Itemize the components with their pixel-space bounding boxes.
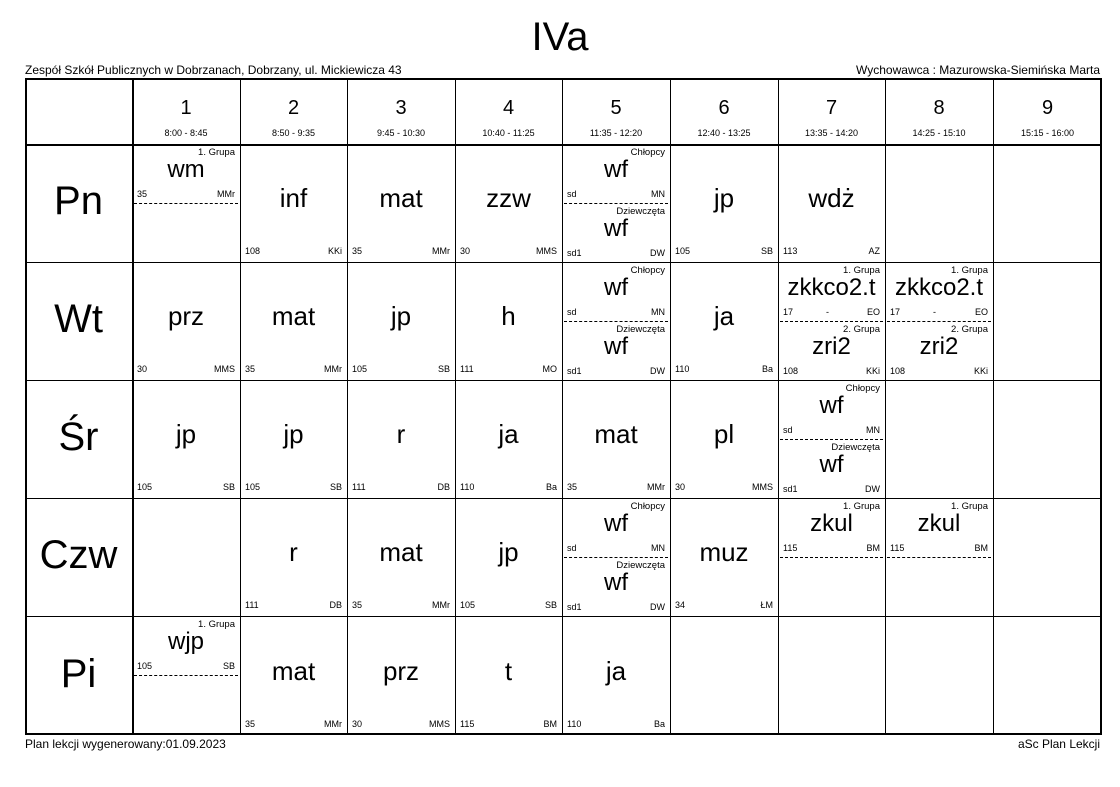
group-label: Dziewczęta xyxy=(616,206,665,217)
teacher-code: MMS xyxy=(214,364,235,374)
period-number: 9 xyxy=(1041,97,1054,119)
period-time: 12:40 - 13:25 xyxy=(697,128,751,138)
room-number: 110 xyxy=(567,719,582,729)
room-separator: - xyxy=(933,307,936,317)
school-name: Zespół Szkół Publicznych w Dobrzanach, Dobrzany, ul. Mickiewicza 43 xyxy=(25,63,402,77)
teacher-code: MO xyxy=(542,364,557,374)
room-number: 105 xyxy=(137,482,153,492)
room-number: 35 xyxy=(352,246,363,256)
room-number: 113 xyxy=(783,246,798,256)
lesson-cell xyxy=(240,380,347,498)
group-lesson-bottom xyxy=(562,557,670,616)
group-label: 1. Grupa xyxy=(198,619,235,630)
teacher-code: SB xyxy=(329,482,342,492)
room-number: 115 xyxy=(460,719,475,729)
lesson-cell xyxy=(562,616,670,735)
lesson-cell xyxy=(885,498,993,616)
teacher-code: SB xyxy=(222,482,235,492)
room-number: 105 xyxy=(460,600,476,610)
teacher-code: Ba xyxy=(761,364,773,374)
lesson-cell xyxy=(562,144,670,262)
lesson-cell xyxy=(347,262,455,380)
subject: mat xyxy=(594,419,638,449)
period-header xyxy=(562,78,670,144)
subject: pl xyxy=(713,419,735,449)
period-time: 11:35 - 12:20 xyxy=(589,128,643,138)
lesson-cell xyxy=(778,144,885,262)
subject: wm xyxy=(167,156,205,183)
lesson-cell xyxy=(562,262,670,380)
grid-vline xyxy=(25,78,27,735)
room-number: sd xyxy=(567,189,577,199)
group-divider xyxy=(134,203,238,204)
teacher-code: MMr xyxy=(432,600,450,610)
teacher-code: AZ xyxy=(868,246,880,256)
lesson-cell xyxy=(240,262,347,380)
subject: wf xyxy=(604,215,628,242)
period-number: 5 xyxy=(610,97,622,119)
day-name: Pn xyxy=(54,179,103,223)
room-number: 111 xyxy=(460,364,474,374)
group-label: 1. Grupa xyxy=(843,265,880,276)
period-time: 8:00 - 8:45 xyxy=(164,128,208,138)
period-number: 7 xyxy=(825,97,838,119)
subject: jp xyxy=(390,301,412,331)
lesson-cell xyxy=(670,498,778,616)
teacher-code: SB xyxy=(222,661,235,671)
teacher-code: DB xyxy=(437,482,450,492)
subject: ja xyxy=(605,655,627,686)
group-label: 1. Grupa xyxy=(951,501,988,512)
group-lesson-top xyxy=(885,262,993,321)
subject: wf xyxy=(604,274,628,301)
lesson-cell xyxy=(240,144,347,262)
group-divider xyxy=(134,675,238,676)
group-label: 1. Grupa xyxy=(951,265,988,276)
subject: prz xyxy=(167,301,205,331)
subject: ja xyxy=(498,419,519,449)
day-name: Śr xyxy=(58,415,99,459)
room-number: 111 xyxy=(245,600,259,610)
group-label: Chłopcy xyxy=(630,265,665,276)
lesson-cell xyxy=(132,380,240,498)
lesson-cell xyxy=(455,616,562,735)
period-header xyxy=(132,78,240,144)
grid-vline xyxy=(1100,78,1102,735)
lesson-cell xyxy=(778,498,885,616)
teacher-code: Ba xyxy=(545,482,557,492)
subject: ja xyxy=(713,301,735,331)
grid-vline xyxy=(885,78,886,735)
teacher-code: MMS xyxy=(752,482,773,492)
group-lesson-bottom xyxy=(562,321,670,380)
teacher-code: DW xyxy=(650,602,665,612)
day-name: Czw xyxy=(39,533,118,577)
teacher-code: BM xyxy=(543,719,557,729)
subject: wdż xyxy=(808,183,855,213)
room-number: 115 xyxy=(890,543,905,553)
subject: r xyxy=(289,537,298,567)
lesson-cell xyxy=(455,380,562,498)
lesson-cell xyxy=(562,498,670,616)
subject: zri2 xyxy=(919,333,959,360)
group-label: Dziewczęta xyxy=(616,324,665,335)
room-number: 34 xyxy=(675,600,686,610)
lesson-cell xyxy=(240,616,347,735)
subject: zkkco2.t xyxy=(894,274,984,301)
teacher-code: MMS xyxy=(429,719,450,729)
subject: wf xyxy=(604,510,628,537)
teacher-code: BM xyxy=(866,543,880,553)
room-number: 105 xyxy=(352,364,368,374)
group-lesson-bottom xyxy=(778,439,885,498)
group-lesson-bottom xyxy=(885,321,993,380)
teacher-code: MN xyxy=(866,425,880,435)
lesson-cell xyxy=(670,262,778,380)
subject: wjp xyxy=(167,628,204,655)
subject: jp xyxy=(498,537,519,567)
room-number: 35 xyxy=(245,719,256,729)
period-header xyxy=(778,78,885,144)
teacher-code: Ba xyxy=(653,719,665,729)
lesson-cell xyxy=(132,262,240,380)
period-time: 8:50 - 9:35 xyxy=(271,128,316,138)
class-title: IVa xyxy=(531,15,589,59)
period-header xyxy=(455,78,562,144)
group-label: Dziewczęta xyxy=(831,442,880,453)
room-number: 35 xyxy=(567,482,578,492)
room-number: sd1 xyxy=(567,602,582,612)
teacher-code: KKi xyxy=(865,366,880,376)
period-header xyxy=(670,78,778,144)
room-number: 30 xyxy=(460,246,471,256)
group-label: 1. Grupa xyxy=(843,501,880,512)
lesson-cell xyxy=(347,144,455,262)
teacher-code: ŁM xyxy=(760,600,773,610)
teacher-code: DB xyxy=(329,600,342,610)
subject: zzw xyxy=(486,183,531,213)
subject: wf xyxy=(604,156,628,183)
period-number: 2 xyxy=(287,97,300,119)
lesson-cell xyxy=(670,144,778,262)
group-label: Dziewczęta xyxy=(616,560,665,571)
teacher-code: MMr xyxy=(647,482,665,492)
lesson-cell xyxy=(562,380,670,498)
subject: zkul xyxy=(810,510,853,537)
generated-date: Plan lekcji wygenerowany:01.09.2023 xyxy=(25,737,226,751)
subject: wf xyxy=(819,392,844,419)
subject: zri2 xyxy=(812,333,851,360)
teacher-code: MMr xyxy=(217,189,235,199)
subject: mat xyxy=(379,183,423,213)
room-number: 115 xyxy=(783,543,798,553)
group-lesson-top xyxy=(562,498,670,557)
teacher-code: MN xyxy=(651,543,665,553)
day-name: Wt xyxy=(54,297,103,341)
room-number: 30 xyxy=(137,364,148,374)
room-number: 30 xyxy=(352,719,363,729)
homeroom-teacher: Wychowawca : Mazurowska-Siemińska Marta xyxy=(856,63,1100,77)
room-number: 105 xyxy=(137,661,153,671)
period-header xyxy=(885,78,993,144)
lesson-cell xyxy=(455,144,562,262)
subject: mat xyxy=(271,655,316,686)
period-header xyxy=(347,78,455,144)
teacher-code: MMS xyxy=(536,246,557,256)
teacher-code: DW xyxy=(650,366,665,376)
teacher-code: MMr xyxy=(324,364,342,374)
room-number: 35 xyxy=(352,600,363,610)
room-number: sd xyxy=(567,307,577,317)
group-lesson xyxy=(885,498,993,557)
teacher-code: DW xyxy=(650,248,665,258)
room-number: 17 xyxy=(890,307,901,317)
subject: wf xyxy=(604,569,628,596)
teacher-code: SB xyxy=(760,246,773,256)
teacher-code: KKi xyxy=(327,246,342,256)
group-label: Chłopcy xyxy=(630,501,665,512)
group-label: Chłopcy xyxy=(630,147,665,158)
subject: mat xyxy=(271,301,316,331)
period-number: 6 xyxy=(718,97,730,119)
teacher-code: MN xyxy=(651,307,665,317)
period-number: 3 xyxy=(395,97,407,119)
teacher-code: EO xyxy=(974,307,988,317)
subject: jp xyxy=(175,419,197,449)
group-lesson-top xyxy=(562,144,670,203)
room-number: sd xyxy=(567,543,577,553)
room-number: sd1 xyxy=(783,484,798,494)
group-divider xyxy=(780,557,883,558)
teacher-code: DW xyxy=(865,484,880,494)
period-number: 4 xyxy=(502,97,515,119)
room-number: sd1 xyxy=(567,248,582,258)
lesson-cell xyxy=(778,262,885,380)
room-number: 110 xyxy=(460,482,475,492)
subject: h xyxy=(501,301,516,331)
room-separator: - xyxy=(826,307,829,317)
lesson-cell xyxy=(455,498,562,616)
period-time: 10:40 - 11:25 xyxy=(482,128,535,138)
lesson-cell xyxy=(778,380,885,498)
subject: prz xyxy=(382,655,420,686)
lesson-cell xyxy=(885,262,993,380)
group-label: 2. Grupa xyxy=(843,324,880,335)
subject: jp xyxy=(713,183,735,213)
period-time: 13:35 - 14:20 xyxy=(804,128,859,138)
grid-vline xyxy=(993,78,994,735)
teacher-code: SB xyxy=(544,600,557,610)
teacher-code: SB xyxy=(437,364,450,374)
software-credit: aSc Plan Lekcji xyxy=(1017,737,1100,751)
teacher-code: BM xyxy=(974,543,988,553)
subject: t xyxy=(504,655,513,686)
lesson-cell xyxy=(347,616,455,735)
period-time: 15:15 - 16:00 xyxy=(1020,128,1075,138)
period-time: 9:45 - 10:30 xyxy=(376,128,426,138)
teacher-code: KKi xyxy=(973,366,988,376)
room-number: 108 xyxy=(783,366,799,376)
period-number: 1 xyxy=(180,97,192,119)
group-lesson xyxy=(132,144,240,203)
lesson-cell xyxy=(132,144,240,262)
group-label: 2. Grupa xyxy=(951,324,988,335)
subject: zkkco2.t xyxy=(787,274,876,301)
group-lesson-bottom xyxy=(562,203,670,262)
group-divider xyxy=(887,557,991,558)
room-number: 35 xyxy=(245,364,256,374)
period-number: 8 xyxy=(933,97,945,119)
group-lesson-top xyxy=(778,380,885,439)
subject: inf xyxy=(279,183,308,213)
room-number: sd1 xyxy=(567,366,582,376)
room-number: 108 xyxy=(245,246,261,256)
subject: wf xyxy=(819,451,844,478)
group-lesson xyxy=(778,498,885,557)
subject: muz xyxy=(699,537,749,567)
teacher-code: MMr xyxy=(432,246,450,256)
subject: jp xyxy=(283,419,304,449)
teacher-code: MN xyxy=(651,189,665,199)
timetable-grid xyxy=(25,78,1102,735)
subject: r xyxy=(396,419,406,449)
subject: mat xyxy=(379,537,423,567)
lesson-cell xyxy=(670,380,778,498)
room-number: sd xyxy=(783,425,793,435)
subject: wf xyxy=(604,333,628,360)
group-lesson-top xyxy=(778,262,885,321)
group-lesson-bottom xyxy=(778,321,885,380)
period-header xyxy=(240,78,347,144)
room-number: 30 xyxy=(675,482,686,492)
room-number: 105 xyxy=(245,482,261,492)
teacher-code: EO xyxy=(866,307,880,317)
group-lesson xyxy=(132,616,240,675)
lesson-cell xyxy=(132,616,240,735)
room-number: 108 xyxy=(890,366,906,376)
lesson-cell xyxy=(347,380,455,498)
teacher-code: MMr xyxy=(324,719,342,729)
day-name: Pi xyxy=(60,651,97,696)
room-number: 35 xyxy=(137,189,148,199)
room-number: 110 xyxy=(675,364,690,374)
period-header xyxy=(993,78,1102,144)
lesson-cell xyxy=(455,262,562,380)
group-lesson-top xyxy=(562,262,670,321)
subject: zkul xyxy=(917,510,961,537)
group-label: Chłopcy xyxy=(845,383,880,394)
room-number: 105 xyxy=(675,246,691,256)
lesson-cell xyxy=(240,498,347,616)
room-number: 17 xyxy=(783,307,794,317)
group-label: 1. Grupa xyxy=(198,147,235,158)
period-time: 14:25 - 15:10 xyxy=(912,128,966,138)
lesson-cell xyxy=(347,498,455,616)
room-number: 111 xyxy=(352,482,366,492)
